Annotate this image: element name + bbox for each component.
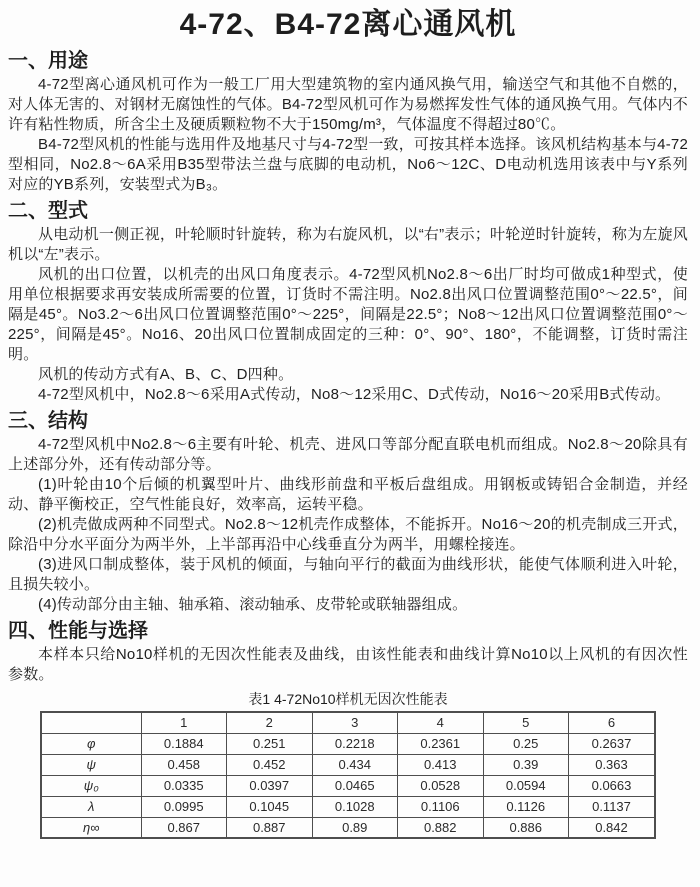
table-cell: 0.1884 <box>141 733 227 754</box>
table-cell: 0.363 <box>569 754 656 775</box>
table-cell: 0.0335 <box>141 775 227 796</box>
paragraph: 4-72型风机中，No2.8～6采用A式传动，No8～12采用C、D式传动，No16～20采用B式传动。 <box>38 386 671 403</box>
table-cell: 0.886 <box>483 817 569 838</box>
table-cell: 0.413 <box>398 754 484 775</box>
table-header-row <box>41 712 655 733</box>
section-block <box>8 48 688 195</box>
table-cell: 0.1126 <box>483 796 569 817</box>
paragraph: (2)机壳做成两种不同型式。No2.8～12机壳作成整体，不能拆开。No16～20的机壳制成三开式，除沿中分水平面分为两半外，上半部再沿中心线垂直分为两半，用螺栓接连。 <box>8 516 688 553</box>
row-label: φ <box>41 733 141 754</box>
paragraph: B4-72型风机的性能与选用件及地基尺寸与4-72型一致，可按其样本选择。该风机结构基本与4-72型相同，No2.8～6A采用B35型带法兰盘与底脚的电动机，No6～12C、D电动机选用该表中与Y系列对应的YB系列，安装型式为B₃。 <box>8 136 688 193</box>
table-cell: 0.1045 <box>227 796 313 817</box>
section-block <box>8 408 688 615</box>
section-heading: 四、性能与选择 <box>8 620 148 642</box>
section-block <box>8 198 688 405</box>
document-title: 4-72、B4-72离心通风机 <box>179 8 517 41</box>
row-label: λ <box>41 796 141 817</box>
section-heading: 三、结构 <box>8 410 88 432</box>
table-cell: 0.39 <box>483 754 569 775</box>
table-cell: 0.842 <box>569 817 656 838</box>
table-row <box>41 733 655 754</box>
column-header: 5 <box>483 712 569 733</box>
table-cell: 0.0663 <box>569 775 656 796</box>
paragraph: 4-72型风机中No2.8～6主要有叶轮、机壳、进风口等部分配直联电机而组成。No2.8～20除具有上述部分外，还有传动部分等。 <box>8 436 688 473</box>
table-cell: 0.89 <box>312 817 398 838</box>
table-row <box>41 796 655 817</box>
table-cell: 0.434 <box>312 754 398 775</box>
table-head <box>41 712 655 733</box>
paragraph: 风机的传动方式有A、B、C、D四种。 <box>38 366 294 383</box>
paragraph: (1)叶轮由10个后倾的机翼型叶片、曲线形前盘和平板后盘组成。用钢板或铸铝合金制造，并经动、静平衡校正，空气性能良好，效率高，运转平稳。 <box>8 476 688 513</box>
section-heading: 二、型式 <box>8 200 88 222</box>
paragraph: (3)进风口制成整体，装于风机的倾面，与轴向平行的截面为曲线形状，能使气体顺利进入叶轮，且损失较小。 <box>8 556 688 593</box>
table-caption: 表1 4-72No10样机无因次性能表 <box>248 691 448 707</box>
row-label: η∞ <box>41 817 141 838</box>
table-cell: 0.867 <box>141 817 227 838</box>
table-cell: 0.0594 <box>483 775 569 796</box>
table-cell: 0.2637 <box>569 733 656 754</box>
table-cell: 0.2361 <box>398 733 484 754</box>
table-cell: 0.0397 <box>227 775 313 796</box>
paragraph: 从电动机一侧正视，叶轮顺时针旋转，称为右旋风机，以“右”表示；叶轮逆时针旋转，称为左旋风机以“左”表示。 <box>8 226 688 263</box>
table-row <box>41 754 655 775</box>
table-corner-cell <box>41 712 141 733</box>
table-cell: 0.1137 <box>569 796 656 817</box>
table-cell: 0.251 <box>227 733 313 754</box>
table-cell: 0.25 <box>483 733 569 754</box>
table-cell: 0.887 <box>227 817 313 838</box>
table-cell: 0.0465 <box>312 775 398 796</box>
table-section <box>8 690 688 839</box>
paragraph: (4)传动部分由主轴、轴承箱、滚动轴承、皮带轮或联轴器组成。 <box>38 596 468 613</box>
paragraph: 风机的出口位置，以机壳的出风口角度表示。4-72型风机No2.8～6出厂时均可做成1种型式，使用单位根据要求再安装成所需要的位置，订货时不需注明。No2.8出风口位置调整范围0°～22.5°，间隔是45°。No3.2～6出风口位置调整范围0°～225°，间隔是22.5°；No8～12出风口位置调整范围0°～225°，间隔是45°。No16、20出风口位置制成固定的三种：0°、90°、180°，不能调整，订货时需注明。 <box>8 266 688 363</box>
table-cell: 0.1028 <box>312 796 398 817</box>
table-row <box>41 817 655 838</box>
table-cell: 0.452 <box>227 754 313 775</box>
paragraph: 本样本只给No10样机的无因次性能表及曲线，由该性能表和曲线计算No10以上风机的有因次性参数。 <box>8 646 688 683</box>
sections <box>8 48 688 685</box>
table-body <box>41 733 655 838</box>
table-cell: 0.882 <box>398 817 484 838</box>
column-header: 1 <box>141 712 227 733</box>
table-cell: 0.1106 <box>398 796 484 817</box>
table-cell: 0.0995 <box>141 796 227 817</box>
row-label: ψ <box>41 754 141 775</box>
column-header: 3 <box>312 712 398 733</box>
table-cell: 0.0528 <box>398 775 484 796</box>
row-label: ψ₀ <box>41 775 141 796</box>
table-cell: 0.2218 <box>312 733 398 754</box>
section-block <box>8 618 688 685</box>
column-header: 4 <box>398 712 484 733</box>
table-row <box>41 775 655 796</box>
column-header: 6 <box>569 712 656 733</box>
paragraph: 4-72型离心通风机可作为一般工厂用大型建筑物的室内通风换气用，输送空气和其他不自燃的，对人体无害的、对钢材无腐蚀性的气体。B4-72型风机可作为易燃挥发性气体的通风换气用。气体内不许有粘性物质，所含尘土及硬质颗粒物不大于150mg/m³，气体温度不得超过80℃。 <box>8 76 688 133</box>
table-cell: 0.458 <box>141 754 227 775</box>
column-header: 2 <box>227 712 313 733</box>
section-heading: 一、用途 <box>8 50 88 72</box>
performance-table <box>40 711 656 839</box>
